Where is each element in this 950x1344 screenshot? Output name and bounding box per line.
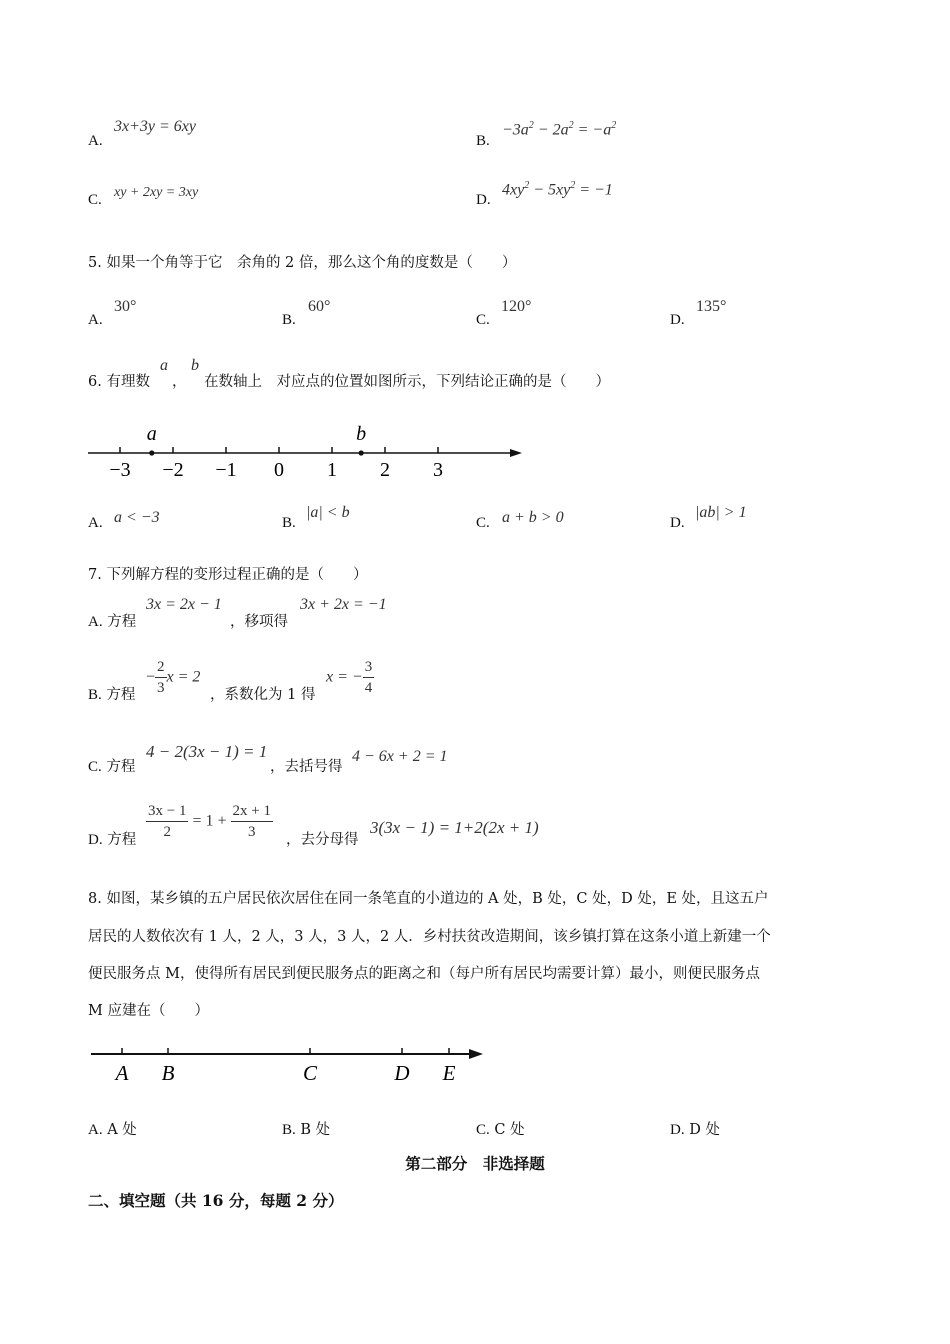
q8-option-d[interactable]: D. D 处 (670, 1122, 720, 1138)
q6-option-a-expr: a < −3 (114, 509, 160, 526)
q4-option-b-expr: $-3a^2 - 2a^2 = -a^2$ (502, 120, 617, 139)
q6-number-line (80, 418, 530, 488)
q5-option-b-value: 60° (308, 298, 331, 315)
q7-option-b-eq2: x = − $\frac{3}{4}$ (326, 659, 373, 696)
axis-tick-label: −1 (215, 459, 237, 481)
q7-option-a-eq2: 3x + 2x = −1 (300, 596, 387, 613)
q6-var-a: a (160, 357, 168, 374)
road-point-label: E (442, 1061, 456, 1085)
q8-option-a[interactable]: A. A 处 (88, 1122, 137, 1138)
road-arrow-icon (469, 1049, 483, 1059)
q7-option-a[interactable]: A. 方程 (88, 614, 137, 630)
q7-option-a-mid: ，移项得 (230, 614, 288, 630)
q5-option-d-value: 135° (696, 298, 727, 315)
axis-tick-label: −3 (109, 459, 131, 481)
q8-stem-line1: 8. 如图，某乡镇的五户居民依次居住在同一条笔直的小道边的 A 处，B 处，C 处，D 处，E 处，且这五户 (88, 891, 769, 907)
point-a-label: a (146, 423, 157, 445)
q5-option-c-value: 120° (501, 298, 532, 315)
axis-tick-label: 1 (327, 459, 337, 481)
part2-title: 第二部分 非选择题 (405, 1154, 545, 1173)
q7-option-b-mid: ，系数化为 1 得 (210, 687, 316, 703)
q4-option-a-label[interactable]: A. (88, 133, 103, 149)
q6-stem-b: 在数轴上 对应点的位置如图所示，下列结论正确的是（ ） (204, 374, 610, 390)
q7-option-c[interactable]: C. 方程 (88, 759, 136, 775)
q7-option-d-eq2: 3(3x − 1) = 1+2(2x + 1) (370, 818, 539, 837)
point-b-dot (359, 450, 364, 455)
q4-option-d-label[interactable]: D. (476, 192, 491, 208)
q6-comma: ， (172, 374, 187, 390)
q6-option-c-label[interactable]: C. (476, 515, 490, 531)
q6-option-d-expr: |ab| > 1 (695, 504, 747, 521)
q7-stem: 7. 下列解方程的变形过程正确的是（ ） (88, 567, 368, 583)
q4-option-b-label[interactable]: B. (476, 133, 490, 149)
q8-road-diagram (85, 1040, 495, 1088)
q4-option-d-expr: $4xy^2 - 5xy^2 = -1$ (502, 180, 613, 199)
q7-option-c-mid: ，去括号得 (270, 759, 343, 775)
q8-stem-line2: 居民的人数依次有 1 人，2 人，3 人，3 人，2 人．乡村扶贫改造期间，该乡镇打算在这条小道上新建一个 (88, 929, 771, 945)
q7-option-c-eq1: 4 − 2(3x − 1) = 1 (146, 742, 268, 761)
q7-option-b-eq1: − $\frac{2}{3}$ x = 2 (146, 659, 201, 696)
road-point-label: B (161, 1061, 175, 1085)
q7-option-d-mid: ，去分母得 (286, 832, 359, 848)
section-fill-in-heading: 二、填空题（共 16 分，每题 2 分） (88, 1191, 344, 1210)
point-a-dot (149, 450, 154, 455)
q7-option-c-eq2: 4 − 6x + 2 = 1 (352, 748, 448, 765)
q8-stem-line4: M 应建在（ ） (88, 1003, 209, 1019)
q5-option-a-label[interactable]: A. (88, 312, 103, 328)
q6-option-c-expr: a + b > 0 (502, 509, 564, 526)
q5-stem: 5. 如果一个角等于它 余角的 2 倍，那么这个角的度数是（ ） (88, 255, 517, 271)
q7-option-d[interactable]: D. 方程 (88, 832, 137, 848)
q6-option-d-label[interactable]: D. (670, 515, 685, 531)
q5-option-a-value: 30° (114, 298, 137, 315)
q6-option-b-label[interactable]: B. (282, 515, 296, 531)
q6-option-b-expr: |a| < b (306, 504, 350, 521)
q8-option-c[interactable]: C. C 处 (476, 1122, 525, 1138)
q8-stem-line3: 便民服务点 M，使得所有居民到便民服务点的距离之和（每户所有居民均需要计算）最小，则便民服务点 (88, 966, 760, 982)
q6-var-b: b (191, 357, 199, 374)
q4-option-c-expr: xy + 2xy = 3xy (114, 185, 199, 200)
road-point-label: D (394, 1061, 410, 1085)
axis-tick-label: −2 (162, 459, 184, 481)
q4-option-c-label[interactable]: C. (88, 192, 102, 208)
point-b-label: b (356, 423, 367, 445)
q5-option-b-label[interactable]: B. (282, 312, 296, 328)
axis-tick-label: 3 (433, 459, 443, 481)
q6-option-a-label[interactable]: A. (88, 515, 103, 531)
axis-tick-label: 2 (380, 459, 390, 481)
q7-option-b[interactable]: B. 方程 (88, 687, 136, 703)
q7-option-a-eq1: 3x = 2x − 1 (146, 596, 222, 613)
q5-option-d-label[interactable]: D. (670, 312, 685, 328)
q6-stem-a: 6. 有理数 (88, 374, 150, 390)
q5-option-c-label[interactable]: C. (476, 312, 490, 328)
axis-tick-label: 0 (274, 459, 284, 481)
q8-option-b[interactable]: B. B 处 (282, 1122, 331, 1138)
road-point-label: A (115, 1061, 129, 1085)
road-point-label: C (302, 1061, 318, 1085)
q7-option-d-eq1: $\frac{3x - 1}{2}$ = 1 + $\frac{2x + 1}{3}$ (148, 803, 271, 840)
axis-arrow-icon (510, 449, 522, 457)
q4-option-a-expr: 3x+3y = 6xy (114, 118, 196, 135)
